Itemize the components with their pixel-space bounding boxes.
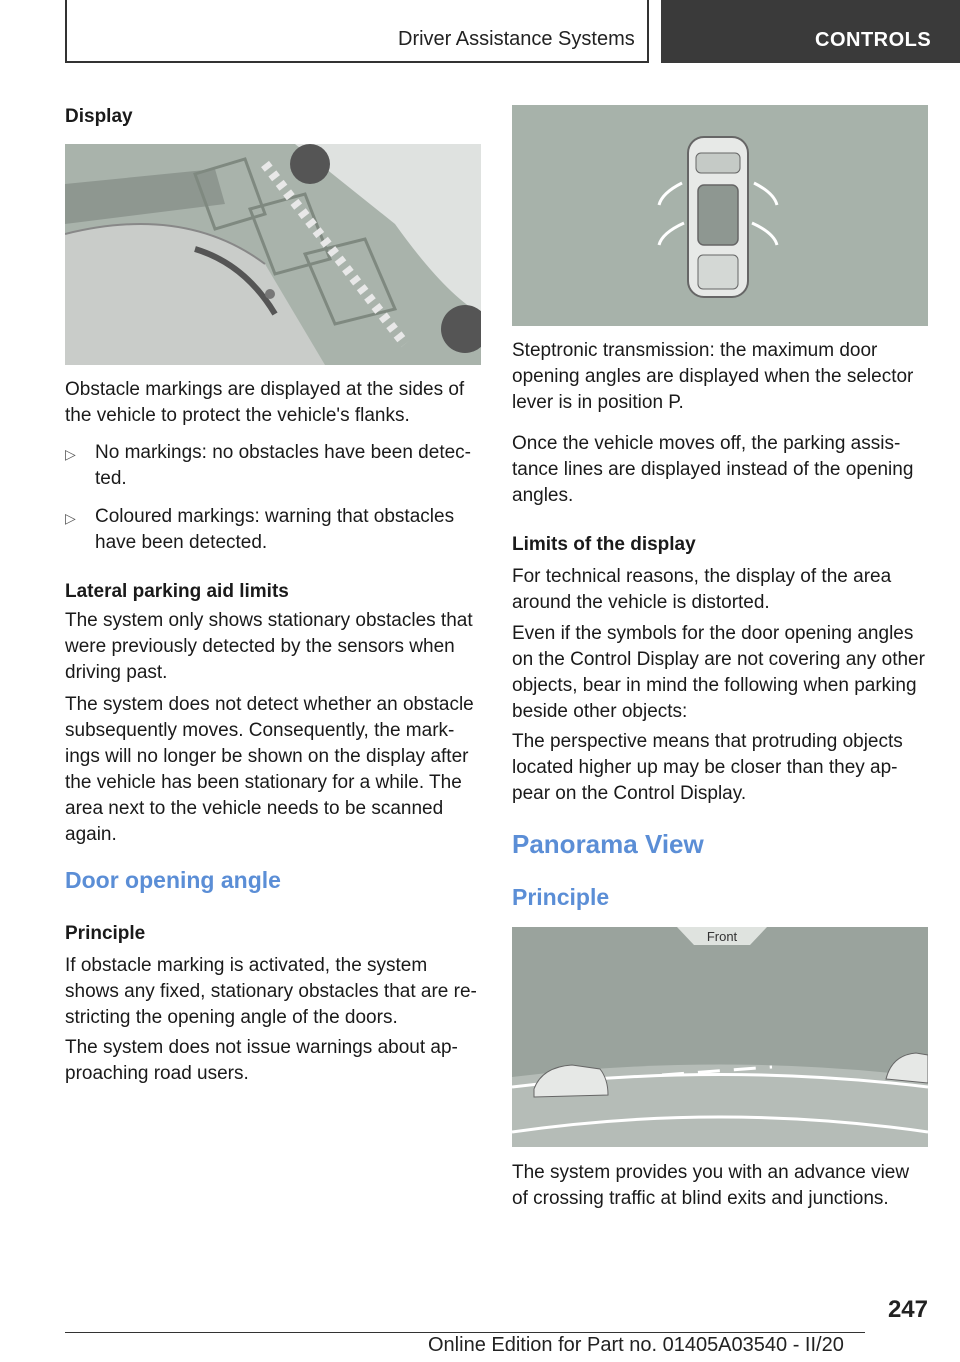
parking-display-illustration [65, 144, 481, 365]
lateral-limits-paragraph-2: The system does not detect whether an obstacle subsequently moves. Consequently, the mark-ings will no longer be shown on the display after the vehicle has been stationary for a while. The area next to the vehicle needs to be scanned again. [65, 694, 474, 845]
display-limits-paragraph-2: Even if the symbols for the door opening angles on the Control Display are not covering any other objects, bear in mind the following when parking beside other objects: [512, 623, 925, 722]
bullet-triangle-icon: ▷ [65, 446, 76, 462]
display-description: Obstacle markings are displayed at the sides of the vehicle to protect the vehicle's flanks. [65, 379, 465, 426]
display-limits-paragraph-1: For technical reasons, the display of the area around the vehicle is distorted. [512, 566, 892, 613]
door-angle-illustration [512, 105, 928, 326]
bullet-list [65, 440, 481, 556]
page-number: 247 [887, 1296, 928, 1323]
parking-display-image [65, 144, 481, 365]
bullet-text: No markings: no obstacles have been detec-ted. [95, 442, 471, 489]
display-limits-paragraph-3: The perspective means that protruding objects located higher up may be closer than they ap-pear on the Control Display. [512, 731, 903, 804]
steptronic-paragraph: Steptronic transmission: the maximum door opening angles are displayed when the selector lever is in position P. [512, 340, 914, 413]
lateral-limits-paragraph-1: The system only shows stationary obstacles that were previously detected by the sensors when driving past. [65, 610, 473, 683]
bullet-text: Coloured markings: warning that obstacles have been detected. [95, 506, 455, 553]
header-tab-label: CONTROLS [815, 29, 932, 51]
footer-edition: Online Edition for Part no. 01405A03540 - II/20 [428, 1334, 844, 1356]
principle-heading-right: Principle [512, 884, 610, 910]
list-item [65, 504, 481, 556]
principle-heading-left: Principle [65, 923, 146, 944]
panorama-illustration [512, 927, 928, 1147]
list-item [65, 440, 481, 492]
panorama-view-image [512, 927, 928, 1147]
lateral-limits-heading: Lateral parking aid limits [65, 581, 289, 602]
header-section-title: Driver Assistance Systems [398, 28, 635, 50]
principle-paragraph-1: If obstacle marking is activated, the system shows any fixed, stationary obstacles that are re-stricting the opening angle of the doors. [65, 955, 477, 1028]
panorama-paragraph: The system provides you with an advance view of crossing traffic at blind exits and junctions. [512, 1162, 910, 1209]
door-opening-heading: Door opening angle [65, 867, 281, 893]
bullet-triangle-icon: ▷ [65, 510, 76, 526]
display-limits-heading: Limits of the display [512, 534, 696, 555]
footer-divider [65, 1332, 865, 1333]
vehicle-moves-paragraph: Once the vehicle moves off, the parking assis-tance lines are displayed instead of the opening angles. [512, 433, 914, 506]
door-angle-image [512, 105, 928, 326]
panorama-view-heading: Panorama View [512, 829, 704, 859]
header-tab-controls[interactable] [661, 0, 960, 63]
principle-paragraph-2: The system does not issue warnings about ap-proaching road users. [65, 1037, 458, 1084]
display-heading: Display [65, 106, 133, 127]
front-label: Front [706, 929, 738, 944]
